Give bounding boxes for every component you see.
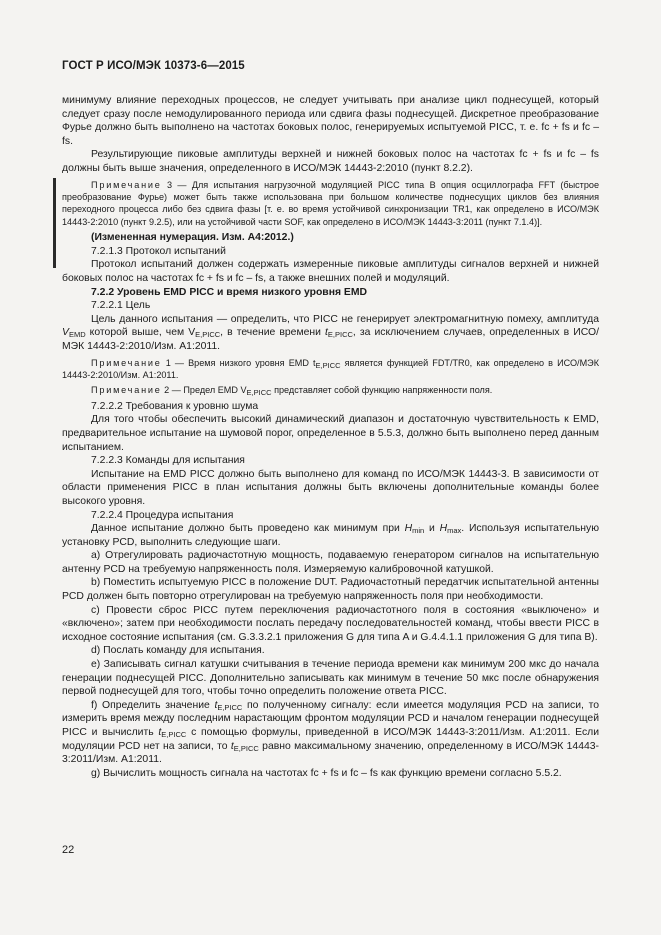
paragraph: Протокол испытаний должен содержать измеренные пиковые амплитуды сигналов верхней и нижней боковых полос на частотах fc + fs и fc – fs, а также внешних полей и модуляций. (62, 259, 599, 284)
symbol: t (325, 327, 328, 339)
document-body (62, 94, 599, 780)
subscript: E,PICC (161, 730, 187, 739)
note-1 (62, 357, 599, 382)
text-run: f) Определить значение (91, 699, 215, 711)
page-number: 22 (62, 844, 75, 856)
list-item: b) Поместить испытуемую PICC в положение DUT. Радиочастотный передатчик испытательной антенны PCD должен быть повторно отрегулирован на требуемую напряженность поля при необходимости. (62, 577, 599, 603)
paragraph: Испытание на EMD PICC должно быть выполнено для команд по ИСО/МЭК 14443-3. В зависимости от области применения PICC в план испытания должны быть включены дополнительные команды более высокого уровня. (62, 468, 599, 507)
note-text: 3 — Для испытания нагрузочной модуляцией PICC типа B опция осциллографа FFT (быстрое преобразование Фурье) может быть также использована при большом количестве поднесущих циклов без влияния переходного процесса либо без сдвига фазы [т. е. во время устойчивой синхронизации TR1, как определено в ИСО/МЭК 14443-2:2010 (пункт 9.2.5), или на устойчивой части SOF, как определено в ИСО/МЭК 14443-3:2011 (пункт 7.1.4)]. (62, 179, 599, 227)
subscript: EMD (68, 330, 86, 340)
note-label: Примечание (91, 179, 162, 190)
paragraph: Результирующие пиковые амплитуды верхней и нижней боковых полос на частотах fc + fs и fc – fs должны быть выше значения, определенного в ИСО/МЭК 14443-2:2010 (пункт 8.2.2). (62, 149, 599, 174)
symbol: t (158, 727, 162, 738)
note-2 (62, 384, 599, 396)
symbol: H (404, 523, 413, 535)
text-run: является функцией FDT/TR0, как определено в ИСО/МЭК 14443-2:2010/Изм. A1:2011. (62, 357, 599, 380)
section-heading: 7.2.2 Уровень EMD PICC и время низкого уровня EMD (91, 286, 368, 298)
subscript: E,PICC (233, 743, 259, 753)
subscript: E,PICC (246, 388, 272, 398)
text-run: Данное испытание должно быть проведено как минимум при (91, 523, 405, 535)
section-heading: 7.2.2.1 Цель (91, 300, 151, 312)
subscript: E,PICC (195, 330, 221, 340)
text-run: 1 — Время низкого уровня EMD t (161, 357, 316, 368)
subscript: E,PICC (327, 330, 353, 340)
text-run: , в течение времени (220, 327, 325, 339)
note-3 (62, 179, 599, 229)
text-run: равно максимальному значению, определенному в ИСО/МЭК 14443-3:2011/Изм. A1:2011. (62, 740, 599, 766)
note-label: Примечание (91, 357, 162, 368)
list-item: a) Отрегулировать радиочастотную мощность, подаваемую генератором сигналов на испытательную антенну PCD на требуемую напряженность поля. Измеряемую калибровочной катушкой. (62, 550, 599, 575)
paragraph (62, 313, 599, 354)
text-run: которой выше, чем V (85, 327, 196, 339)
text-run: 2 — Предел EMD V (161, 385, 247, 396)
list-item: e) Записывать сигнал катушки считывания в течение периода времени как минимум 200 мкс до начала генерации поднесущей PICC. Дополнительно записывать как минимум в течение 50 мкс после обнаружения первой поднесущей для того, чтобы точно определить положение ответа PICC. (62, 659, 599, 698)
note-label: Примечание (91, 385, 162, 396)
list-item: g) Вычислить мощность сигнала на частотах fc + fs и fc – fs как функцию времени согласно 5.5.2. (91, 767, 562, 779)
text-run: и (424, 523, 440, 535)
change-bar (53, 178, 56, 268)
list-item (62, 699, 599, 767)
amendment-note: (Измененная нумерация. Изм. A4:2012.) (91, 232, 294, 244)
section-heading: 7.2.1.3 Протокол испытаний (91, 245, 226, 257)
symbol: H (439, 523, 448, 535)
section-heading: 7.2.2.3 Команды для испытания (91, 455, 245, 467)
text-run: представляет собой функцию напряженности поля. (271, 385, 493, 396)
subscript: min (412, 526, 425, 536)
text-run: , за исключением случаев, определенных в ИСО/МЭК 14443-2:2010/Изм. A1:2011. (62, 327, 599, 352)
paragraph: Для того чтобы обеспечить высокий динамический диапазон и достаточную чувствительность к EMD, предварительное испытание на шумовой порог, определенное в 5.5.3, должно быть выполнено перед данным испытанием. (62, 414, 599, 453)
subscript: E,PICC (217, 702, 243, 712)
symbol: t (230, 740, 234, 752)
text-run: Цель данного испытания — определить, что PICC не генерирует электромагнитную помеху, амплитуда (91, 313, 599, 325)
subscript: max (447, 526, 462, 536)
document-header: ГОСТ Р ИСО/МЭК 10373-6—2015 (62, 60, 245, 72)
paragraph (62, 522, 599, 549)
section-heading: 7.2.2.2 Требования к уровню шума (91, 400, 259, 412)
list-item: d) Послать команду для испытания. (91, 645, 265, 657)
symbol: t (214, 699, 218, 711)
list-item: c) Провести сброс PICC путем переключения радиочастотного поля в состояния «выключено» и «включено»; затем при необходимости послать передачу последовательностей команд, чтобы ввести PICC в исходное состояние испытания (см. G.3.3.2.1 приложения G для типа A и G.4.4.1.1 приложения G для типа B). (62, 604, 599, 643)
text-run: . Используя испытательную установку PCD, выполнить следующие шаги. (62, 523, 599, 548)
text-run: по полученному сигналу: если имеется модуляция PCD на записи, то измерить время между последним нарастающим фронтом модуляции PCD и началом генерации поднесущей PICC и вычислить (62, 699, 599, 738)
section-heading: 7.2.2.4 Процедура испытания (91, 509, 234, 521)
subscript: E,PICC (315, 360, 341, 370)
paragraph: минимуму влияние переходных процессов, не следует учитывать при анализе цикл поднесущей, который следует сразу после немодулированного периода или сдвига фазы поднесущей. Дискретное преобразование Фурье должно быть выполнено на частотах боковых полос, генерируемых испытуемой PICC, т. е. fc + fs и fc – fs. (62, 95, 599, 147)
symbol: V (62, 327, 69, 339)
text-run: с помощью формулы, приведенной в ИСО/МЭК 14443-3:2011/Изм. A1:2011. Если модуляции PCD нет на записи, то (62, 727, 600, 752)
